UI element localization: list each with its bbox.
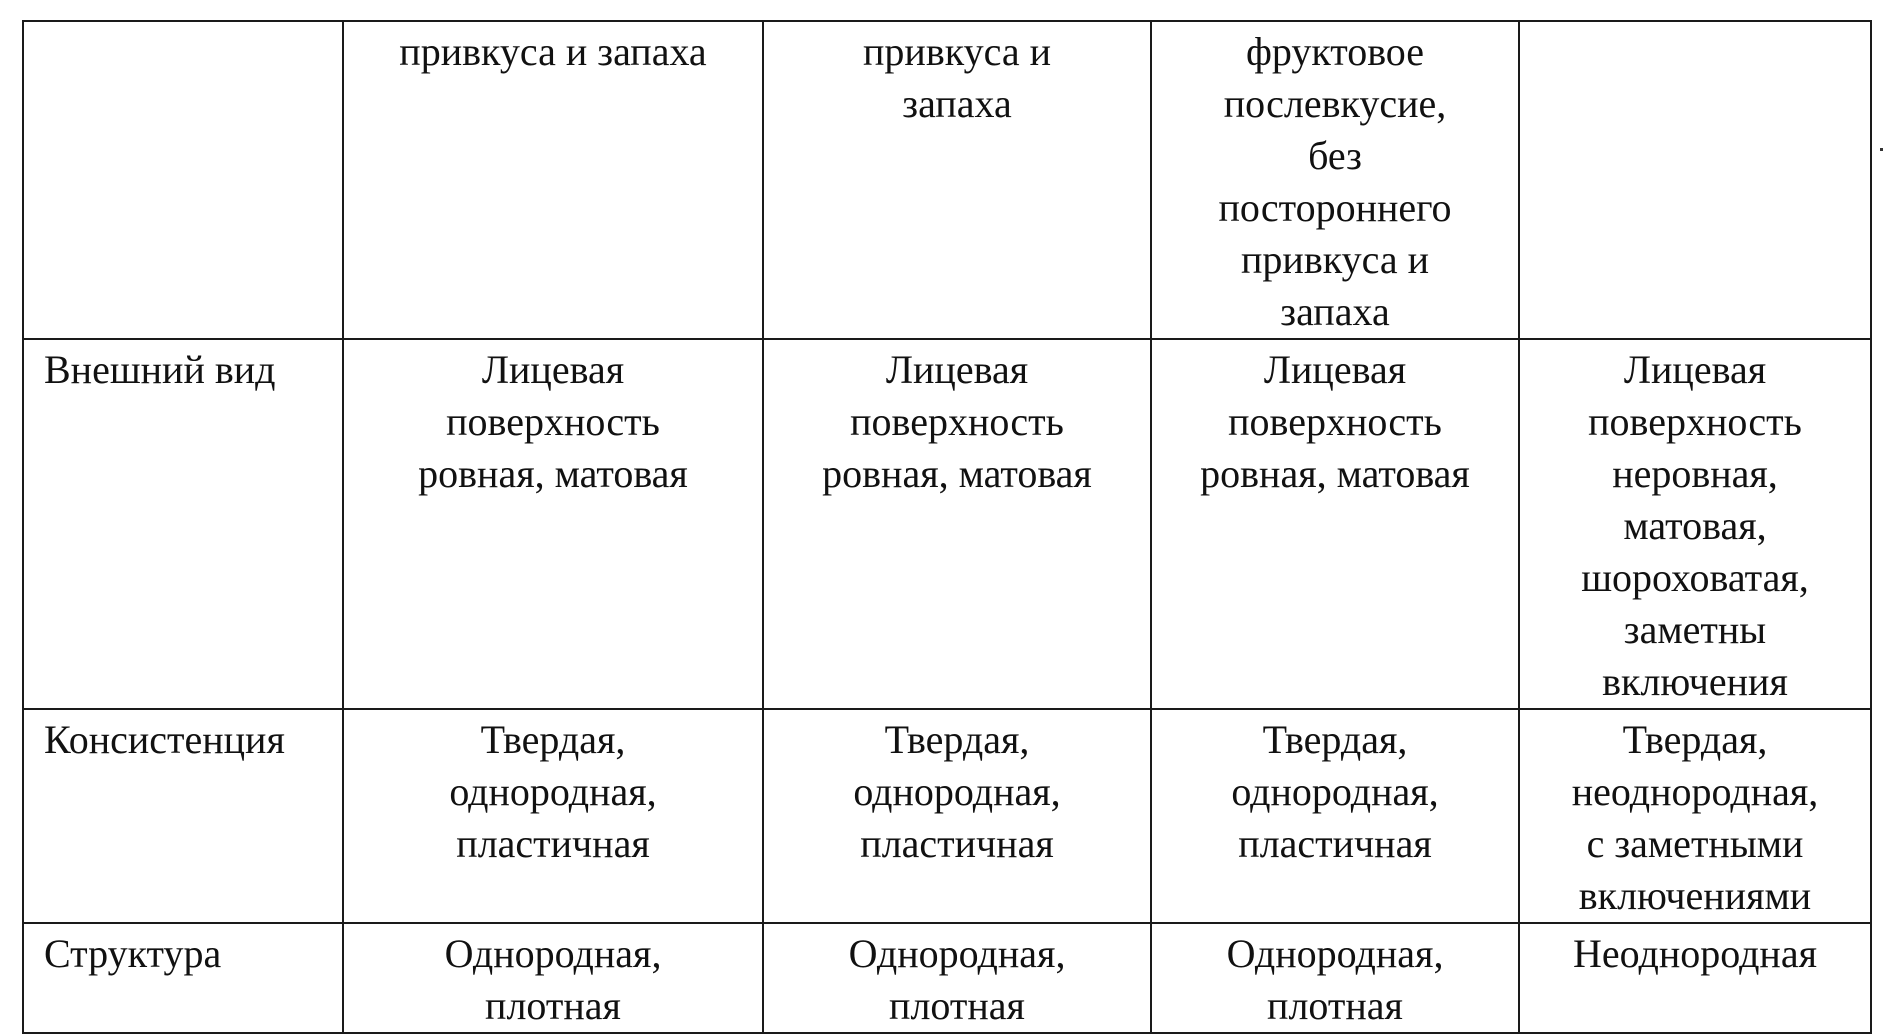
cell-line: неоднородная,	[1571, 769, 1819, 814]
cell-line: послевкусие,	[1223, 81, 1447, 126]
cell-line: без	[1308, 133, 1362, 178]
cell-line: постороннего	[1218, 185, 1452, 230]
cell-line: Лицевая	[1623, 347, 1767, 392]
cell-line: пластичная	[1238, 821, 1432, 866]
cell-line: привкуса и запаха	[399, 29, 707, 74]
cell-line: Лицевая	[481, 347, 625, 392]
cell-line: плотная	[485, 983, 621, 1028]
cell-line: привкуса и	[1241, 237, 1429, 282]
cell-line: запаха	[1280, 289, 1390, 334]
table-cell	[1519, 21, 1871, 339]
cell-line: неровная,	[1612, 451, 1778, 496]
row-label: Внешний вид	[23, 339, 343, 709]
table-cell	[763, 923, 1151, 1033]
table-row	[23, 339, 1871, 709]
table-cell	[763, 709, 1151, 923]
cell-line: однородная,	[853, 769, 1061, 814]
characteristics-table	[22, 20, 1872, 1034]
cell-line: поверхность	[850, 399, 1064, 444]
cell-line: однородная,	[449, 769, 657, 814]
table-cell	[1519, 923, 1871, 1033]
cell-line: Неоднородная	[1572, 931, 1817, 976]
cell-line: пластичная	[860, 821, 1054, 866]
table-cell	[343, 709, 763, 923]
cell-line: однородная,	[1231, 769, 1439, 814]
cell-line: привкуса и	[863, 29, 1051, 74]
table-cell	[1151, 709, 1519, 923]
cell-line: Твердая,	[884, 717, 1030, 762]
table-row	[23, 21, 1871, 339]
cell-line: Однородная,	[848, 931, 1066, 976]
row-label: Консистенция	[23, 709, 343, 923]
cell-line: матовая,	[1623, 503, 1767, 548]
table-cell	[1519, 339, 1871, 709]
cell-line: Твердая,	[480, 717, 626, 762]
scan-artifact-dot	[1880, 148, 1883, 151]
cell-line: Однородная,	[1226, 931, 1444, 976]
table-cell	[1151, 21, 1519, 339]
cell-line: включения	[1602, 659, 1788, 704]
table-row	[23, 923, 1871, 1033]
cell-line: запаха	[902, 81, 1012, 126]
cell-line: включениями	[1578, 873, 1812, 918]
cell-line: заметны	[1623, 607, 1767, 652]
row-label	[23, 21, 343, 339]
cell-line: поверхность	[1228, 399, 1442, 444]
cell-line: Лицевая	[1263, 347, 1407, 392]
table-cell	[1151, 923, 1519, 1033]
cell-line: поверхность	[446, 399, 660, 444]
table-row	[23, 709, 1871, 923]
cell-line: фруктовое	[1245, 29, 1425, 74]
cell-line: поверхность	[1588, 399, 1802, 444]
table-cell	[343, 21, 763, 339]
row-label: Структура	[23, 923, 343, 1033]
table-cell	[1519, 709, 1871, 923]
cell-line: Твердая,	[1262, 717, 1408, 762]
cell-line: пластичная	[456, 821, 650, 866]
table-cell	[763, 339, 1151, 709]
table-cell	[343, 339, 763, 709]
cell-line: шороховатая,	[1581, 555, 1809, 600]
cell-line: плотная	[889, 983, 1025, 1028]
cell-line: Твердая,	[1622, 717, 1768, 762]
cell-line: плотная	[1267, 983, 1403, 1028]
cell-line: Лицевая	[885, 347, 1029, 392]
table-cell	[763, 21, 1151, 339]
cell-line: ровная, матовая	[1200, 451, 1470, 496]
cell-line: ровная, матовая	[822, 451, 1092, 496]
table-cell	[343, 923, 763, 1033]
cell-line: с заметными	[1586, 821, 1804, 866]
cell-line: Однородная,	[444, 931, 662, 976]
cell-line: ровная, матовая	[418, 451, 688, 496]
table-cell	[1151, 339, 1519, 709]
